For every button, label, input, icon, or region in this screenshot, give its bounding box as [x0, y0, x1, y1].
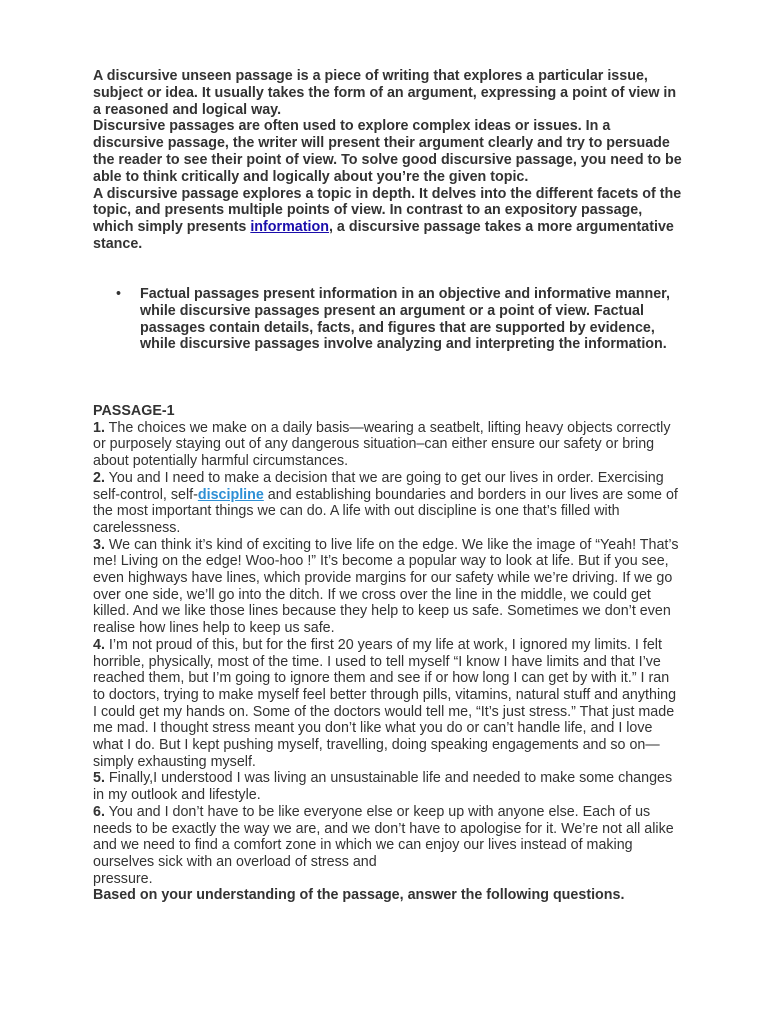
discipline-link[interactable]: discipline — [197, 486, 264, 503]
paragraph-text: Finally,I understood I was living an unsustainable life and needed to make some changes in my outlook and lifestyle. — [93, 770, 673, 804]
passage-title: PASSAGE-1 — [93, 403, 175, 419]
bullet-text: Factual passages present information in an objective and informative manner, while discursive passages present an argument or a point of view. Factual passages contain details, facts, and figures that are supported by evidence, while discursive passages involve analyzing and interpreting the information. — [140, 286, 670, 353]
intro-paragraph-3-text: A discursive passage explores a topic in depth. It delves into the different facets of the topic, and presents multiple points of view. In contrast to an expository passage, which simply presents — [93, 185, 682, 236]
passage-paragraph-2 — [93, 470, 683, 537]
intro-paragraph-2: Discursive passages are often used to explore complex ideas or issues. In a discursive passage, the writer will present their argument clearly and try to persuade the reader to see their point of view. To solve good discursive passage, you need to be able to think critically and logically about you’re the given topic. — [93, 118, 682, 185]
paragraph-number: 4. — [93, 636, 105, 653]
paragraph-text: The choices we make on a daily basis—wearing a seatbelt, lifting heavy objects correctly or purposely staying out of any dangerous situation–can either ensure our safety or bring about potentially harmful circumstances. — [93, 419, 671, 470]
paragraph-text: You and I need to make a decision that we are going to get our lives in order. Exercising self-control, self- — [93, 469, 664, 503]
paragraph-number: 5. — [93, 770, 105, 787]
passage-paragraph-5 — [93, 770, 683, 803]
passage-paragraph-4 — [93, 637, 683, 771]
list-item — [93, 286, 683, 353]
paragraph-text: I’m not proud of this, but for the first 20 years of my life at work, I ignored my limits. I felt horrible, physically, most of the time. I used to tell myself “I know I have limits and that I’ve reached them, but I’m going to ignore them and see if or how long I can get by with it.” I ran to doctors, trying to make myself feel better through pills, vitamins, natural stuff and anything I could get my hands on. Some of the doctors would tell me, “It’s just stress.” That just made me mad. I thought stress meant you don’t like what you do or can’t handle life, and I love what I do. But I kept pushing myself, travelling, doing speaking engagements and so on— simply exhausting myself. — [93, 636, 677, 770]
intro-section — [93, 68, 683, 253]
paragraph-text: We can think it’s kind of exciting to live life on the edge. We like the image of “Yeah! That’s me! Living on the edge! Woo-hoo !” It’s become a popular way to look at life. But if you see, even highways have lines, which provide margins for our safety while we’re driving. If we go over one side, we’ll go into the ditch. If we cross over the line in the middle, we could get killed. And we like those lines because they help to keep us safe. Sometimes we don’t even realise how lines help to keep us safe. — [93, 536, 679, 637]
bullet-icon: • — [116, 286, 122, 302]
paragraph-text-tail: and establishing boundaries and borders in our lives are some of the most important things we can do. A life with out discipline is one that’s filled with carelessness. — [93, 486, 678, 536]
paragraph-number: 1. — [93, 419, 105, 436]
passage-paragraph-1 — [93, 420, 683, 470]
questions-prompt: Based on your understanding of the passage, answer the following questions. — [93, 887, 625, 904]
passage-paragraph-6 — [93, 804, 683, 888]
paragraph-number: 3. — [93, 536, 105, 553]
paragraph-text: You and I don’t have to be like everyone else or keep up with anyone else. Each of us needs to be exactly the way we are, and we don’t have to apologise for it. We’re not all alike and we need to find a comfort zone in which we can enjoy our lives instead of making ourselves sick with an overload of stress and — [93, 803, 674, 870]
intro-paragraph-3-tail: , a discursive passage takes a more argumentative stance. — [93, 219, 674, 252]
paragraph-text-last-line: pressure. — [93, 870, 153, 887]
passage-section — [93, 403, 683, 904]
paragraph-number: 2. — [93, 469, 105, 486]
information-link[interactable]: information — [250, 219, 329, 236]
passage-paragraph-3 — [93, 537, 683, 637]
intro-paragraph-3 — [93, 186, 683, 253]
bullet-list — [93, 286, 683, 353]
intro-paragraph-1: A discursive unseen passage is a piece of writing that explores a particular issue, subject or idea. It usually takes the form of an argument, expressing a point of view in a reasoned and logical way. — [93, 68, 677, 118]
paragraph-number: 6. — [93, 803, 105, 820]
